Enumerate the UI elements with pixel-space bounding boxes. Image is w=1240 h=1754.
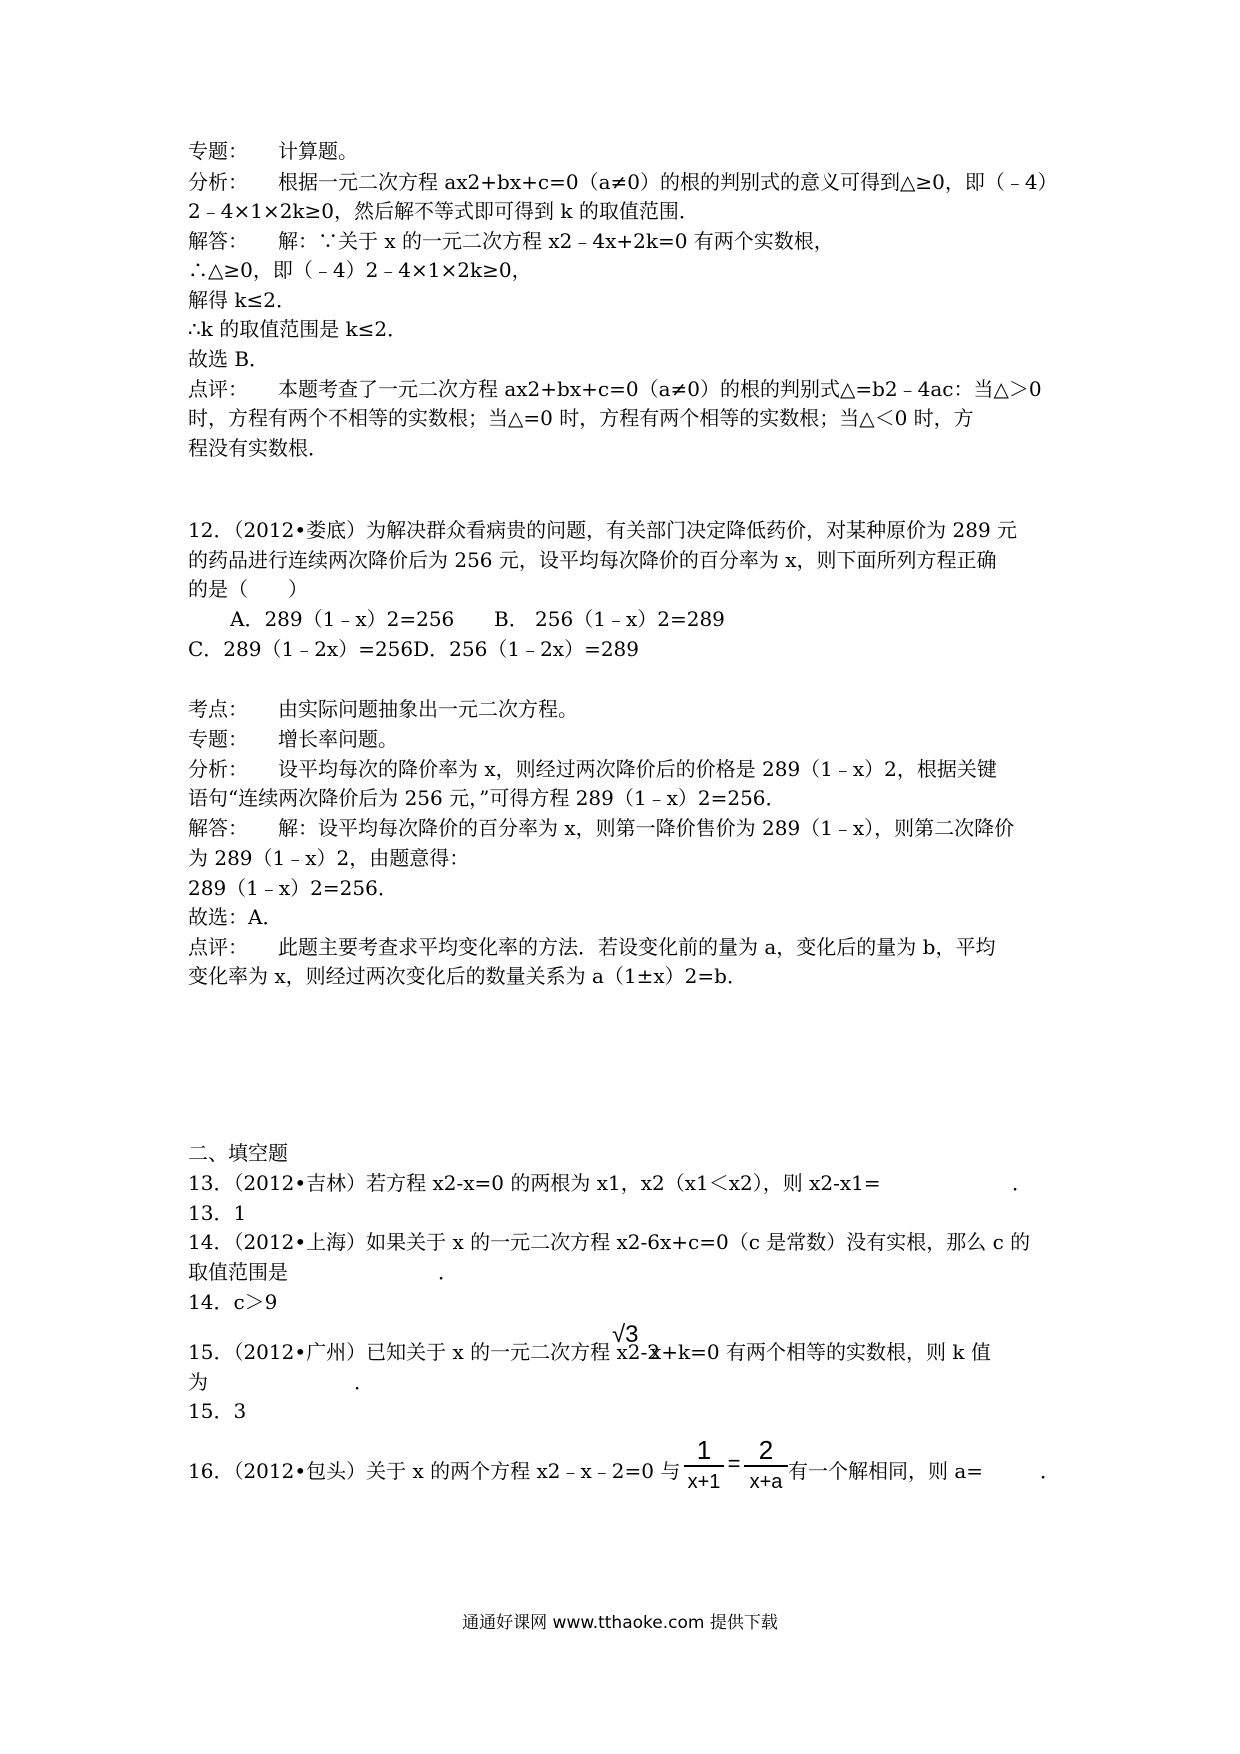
q15-blank-end: ． — [354, 1370, 374, 1394]
page-footer: 通通好课网 www.tthaoke.com 提供下载 — [462, 1613, 778, 1633]
solution-step-2: 解得 k≤2． — [188, 288, 296, 312]
comment-text-2: 此题主要考查求平均变化率的方法．若设变化前的量为 a，变化后的量为 b，平均 — [278, 935, 996, 959]
q12-option-b: B． 256（1﹣x）2=289 — [494, 607, 725, 631]
q14-blank-end: ． — [438, 1260, 458, 1284]
solution-line — [188, 229, 834, 253]
analysis2-line-1 — [188, 757, 997, 781]
fraction-numerator: 1 — [696, 1435, 712, 1465]
point-label: 考点： — [188, 697, 248, 721]
equals-sign: = — [727, 1451, 741, 1476]
fraction-denominator: x+1 — [687, 1471, 721, 1493]
analysis2-line-2: 语句“连续两次降价后为 256 元，”可得方程 289（1﹣x）2=256． — [188, 786, 786, 810]
solution-label: 解答： — [188, 229, 248, 253]
topic-line-2 — [188, 727, 398, 751]
q13-blank-end: ． — [1012, 1171, 1032, 1195]
comment-label-2: 点评： — [188, 935, 248, 959]
point-text: 由实际问题抽象出一元二次方程。 — [278, 697, 578, 721]
analysis-text-2: 设平均每次的降价率为 x，则经过两次降价后的价格是 289（1﹣x）2，根据关键 — [278, 757, 997, 781]
comment-line-3: 程没有实数根． — [188, 436, 328, 460]
section-heading: 二、填空题 — [188, 1141, 288, 1165]
q15-line-2: 为 — [188, 1370, 208, 1394]
q14-line-2: 取值范围是 — [188, 1260, 288, 1284]
comment-line-1 — [188, 377, 1042, 401]
q16-part2: 有一个解相同，则 a= — [788, 1459, 984, 1483]
solution2-line-1 — [188, 816, 1014, 840]
topic-label-2: 专题： — [188, 727, 248, 751]
q13-line: 13．（2012•吉林）若方程 x2-x=0 的两根为 x1，x2（x1＜x2），则 x2-x1= — [188, 1171, 881, 1195]
comment-text: 本题考查了一元二次方程 ax2+bx+c=0（a≠0）的根的判别式△=b2﹣4ac：当△＞0 — [278, 377, 1042, 401]
fraction-denominator: x+a — [749, 1471, 783, 1493]
analysis-label-2: 分析： — [188, 757, 248, 781]
solution-label-2: 解答： — [188, 816, 248, 840]
fraction-bar — [744, 1465, 788, 1467]
q12-line-1: 12．（2012•娄底）为解决群众看病贵的问题，有关部门决定降低药价，对某种原价为 289 元 — [188, 518, 1018, 542]
analysis-label: 分析： — [188, 170, 248, 194]
q15-line-1-part1: 15．（2012•广州）已知关于 x 的一元二次方程 x2-2 — [188, 1340, 660, 1364]
solution-step-4: 故选 B． — [188, 347, 270, 371]
sqrt-three: √3 — [612, 1321, 639, 1348]
comment2-line-2: 变化率为 x，则经过两次变化后的数量关系为 a（1±x）2=b． — [188, 964, 747, 988]
comment-line-2: 时，方程有两个不相等的实数根；当△=0 时，方程有两个相等的实数根；当△＜0 时，方 — [188, 406, 974, 430]
comment-label: 点评： — [188, 377, 248, 401]
q12-line-3: 的是（ ） — [188, 577, 308, 601]
a15-line: 15．3 — [188, 1399, 247, 1423]
topic-label: 专题： — [188, 139, 248, 163]
topic-line — [188, 139, 358, 163]
q15-line-1-part2: x+k=0 有两个相等的实数根，则 k 值 — [650, 1340, 991, 1364]
analysis-line-1 — [188, 170, 1058, 194]
solution2-step-2: 故选：A． — [188, 905, 283, 929]
q12-line-2: 的药品进行连续两次降价后为 256 元，设平均每次降价的百分率为 x，则下面所列方程正确 — [188, 548, 997, 572]
q14-line-1: 14．（2012•上海）如果关于 x 的一元二次方程 x2-6x+c=0（c 是常数）没有实根，那么 c 的 — [188, 1230, 1031, 1254]
fraction-numerator: 2 — [758, 1435, 774, 1465]
solution-text: 解：∵关于 x 的一元二次方程 x2﹣4x+2k=0 有两个实数根， — [278, 229, 834, 253]
fraction-bar — [684, 1465, 724, 1467]
point-line — [188, 697, 578, 721]
fraction-one-over-x-plus-1 — [684, 1436, 724, 1496]
solution2-line-2: 为 289（1﹣x）2，由题意得： — [188, 846, 470, 870]
a14-line: 14．c＞9 — [188, 1290, 278, 1314]
topic-text: 计算题。 — [278, 139, 358, 163]
analysis-text: 根据一元二次方程 ax2+bx+c=0（a≠0）的根的判别式的意义可得到△≥0，即（﹣4） — [278, 170, 1058, 194]
topic-text-2: 增长率问题。 — [278, 727, 398, 751]
comment2-line-1 — [188, 935, 995, 959]
fraction-two-over-x-plus-a — [744, 1436, 788, 1496]
solution-text-2: 解：设平均每次降价的百分率为 x，则第一降价售价为 289（1﹣x），则第二次降价 — [278, 816, 1015, 840]
q16-part1: 16．（2012•包头）关于 x 的两个方程 x2﹣x﹣2=0 与 — [188, 1459, 681, 1483]
a13-line: 13．1 — [188, 1201, 247, 1225]
solution2-step-1: 289（1﹣x）2=256． — [188, 876, 398, 900]
q12-option-cd: C．289（1﹣2x）=256D．256（1﹣2x）=289 — [188, 637, 640, 661]
q12-option-a: A．289（1﹣x）2=256 — [230, 607, 455, 631]
solution-step-3: ∴k 的取值范围是 k≤2． — [188, 317, 408, 341]
solution-step-1: ∴△≥0，即（﹣4）2﹣4×1×2k≥0， — [188, 258, 532, 282]
q16-blank-end: ． — [1040, 1459, 1060, 1483]
analysis-line-2: 2﹣4×1×2k≥0，然后解不等式即可得到 k 的取值范围． — [188, 199, 699, 223]
